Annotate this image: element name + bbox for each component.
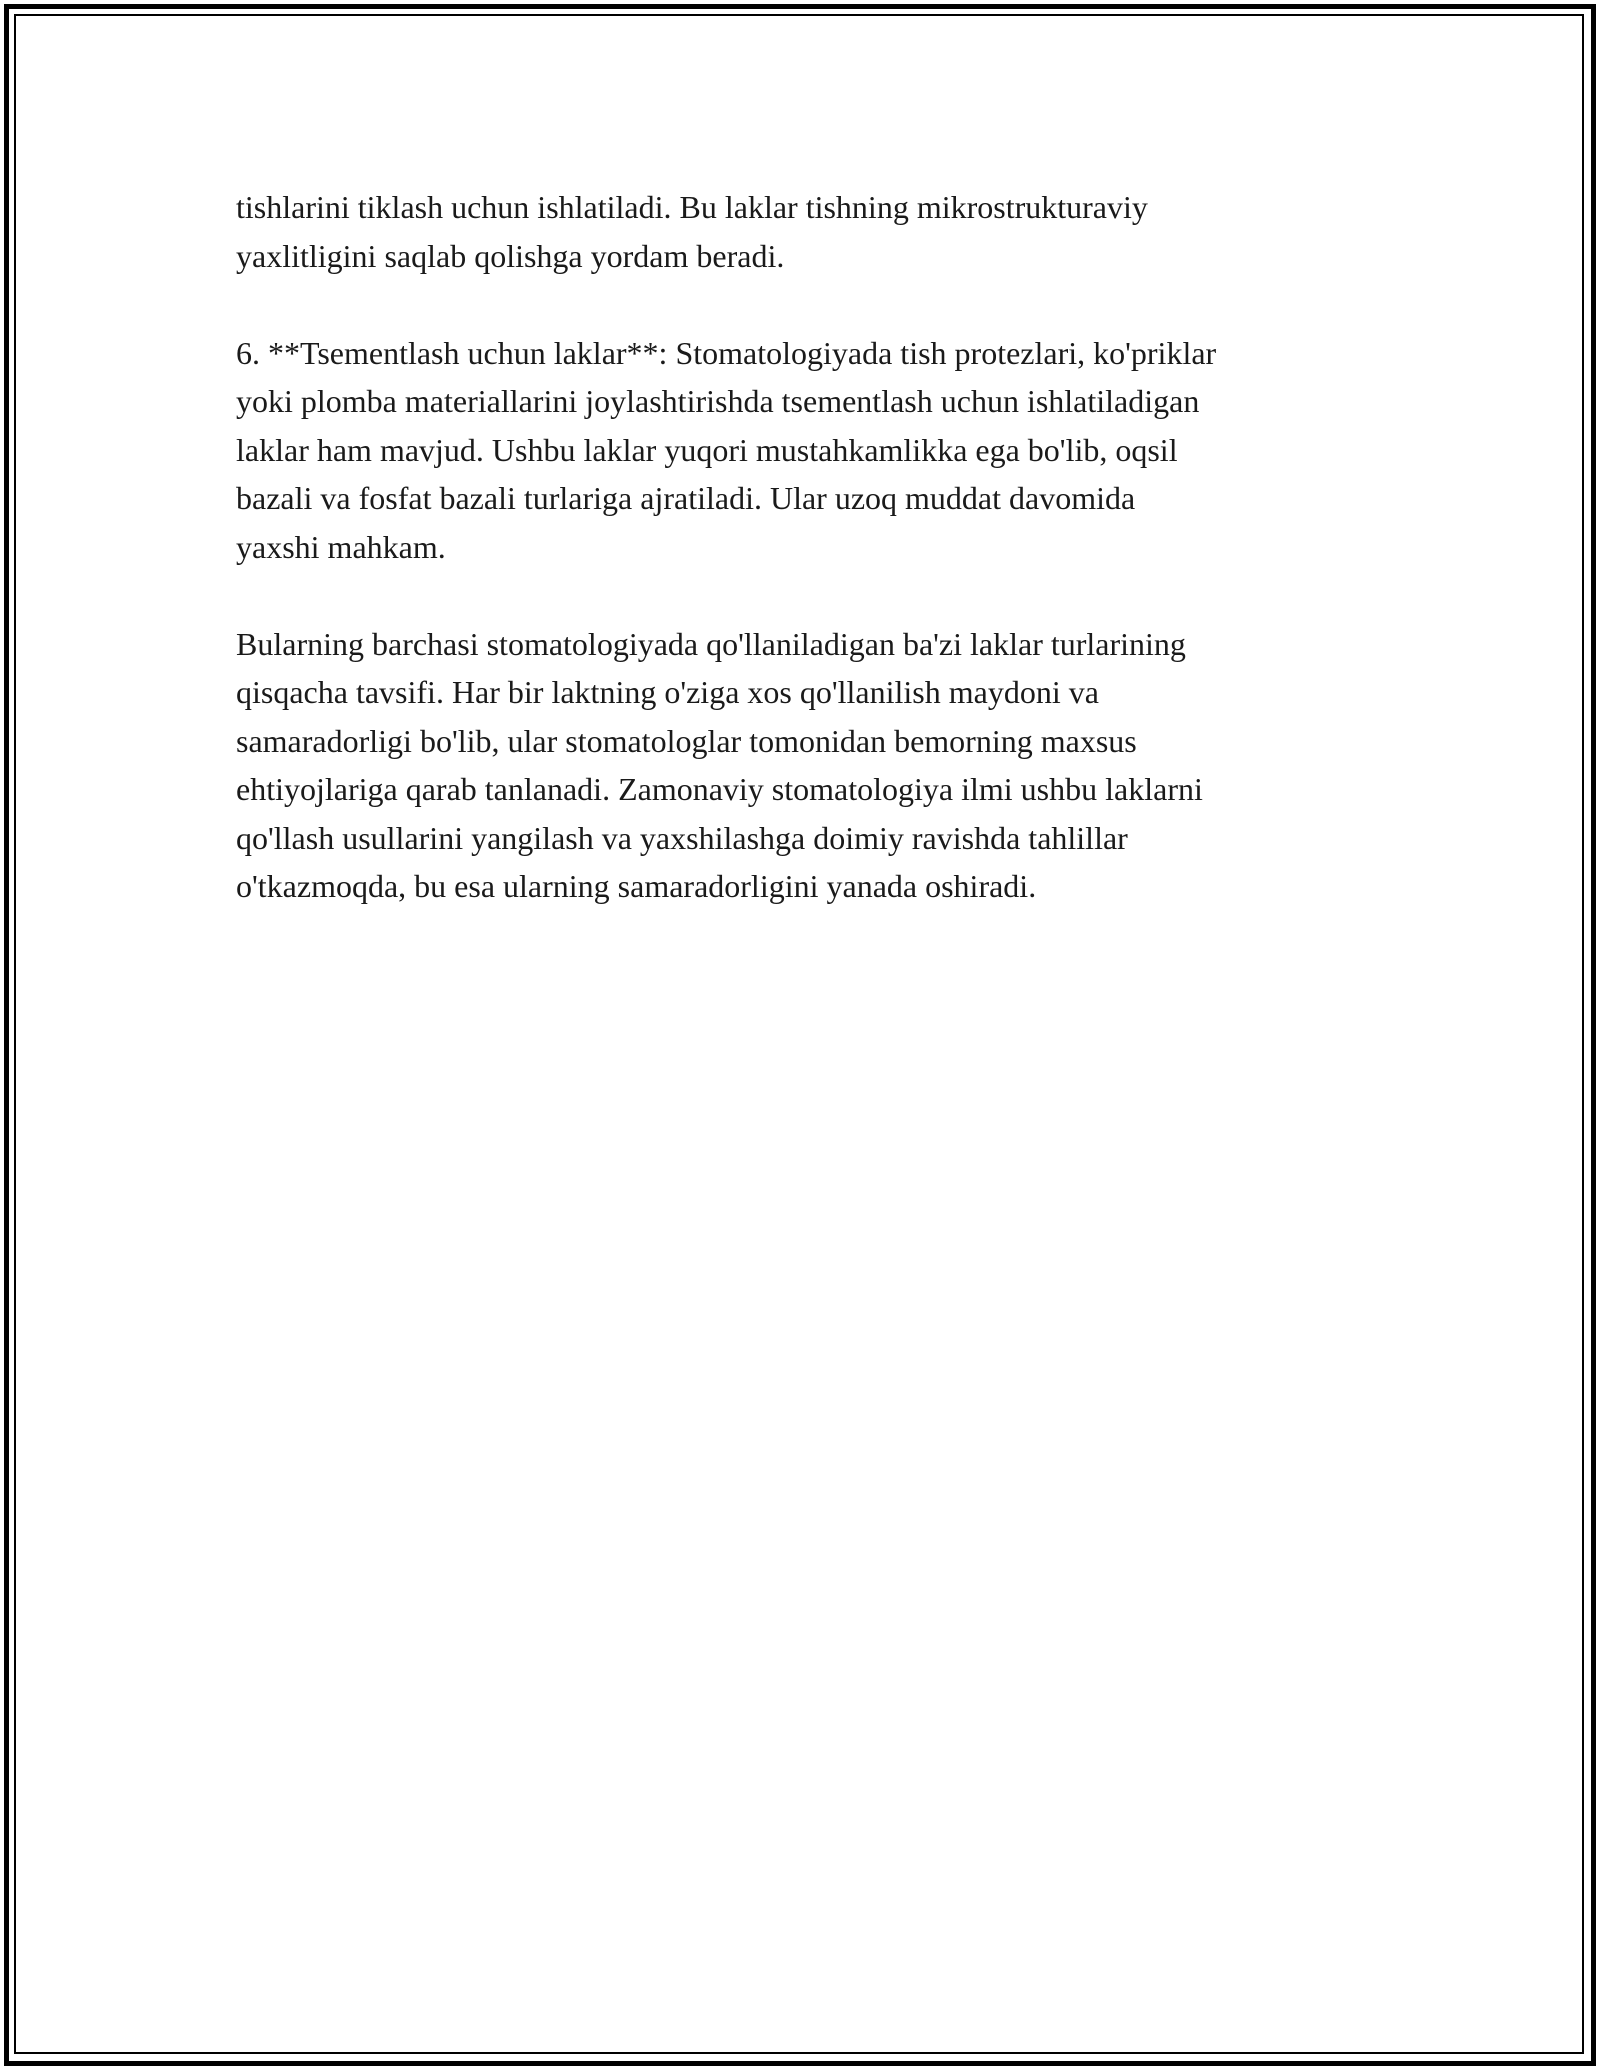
paragraph-cementing-lacquers: 6. **Tsementlash uchun laklar**: Stomatologiyada tish protezlari, ko'priklar yoki plomba materiallarini joylashtirishda tsementlash uchun ishlatiladigan laklar ham mavjud. Ushbu laklar yuqori mustahkamlikka ega bo'lib, oqsil bazali va fosfat bazali turlariga ajratiladi. Ular uzoq muddat davomida yaxshi mahkam. <box>236 334 1217 565</box>
document-body <box>236 183 1396 959</box>
paragraph-continuation: tishlarini tiklash uchun ishlatiladi. Bu laklar tishning mikrostrukturaviy yaxlitligini saqlab qolishga yordam beradi. <box>236 189 1148 274</box>
paragraph-summary: Bularning barchasi stomatologiyada qo'llaniladigan ba'zi laklar turlarining qisqacha tavsifi. Har bir laktning o'ziga xos qo'llanilish maydoni va samaradorligi bo'lib, ular stomatologlar tomonidan bemorning maxsus ehtiyojlariga qarab tanlanadi. Zamonaviy stomatologiya ilmi ushbu laklarni qo'llash usullarini yangilash va yaxshilashga doimiy ravishda tahlillar o'tkazmoqda, bu esa ularning samaradorligini yanada oshiradi. <box>236 625 1203 904</box>
